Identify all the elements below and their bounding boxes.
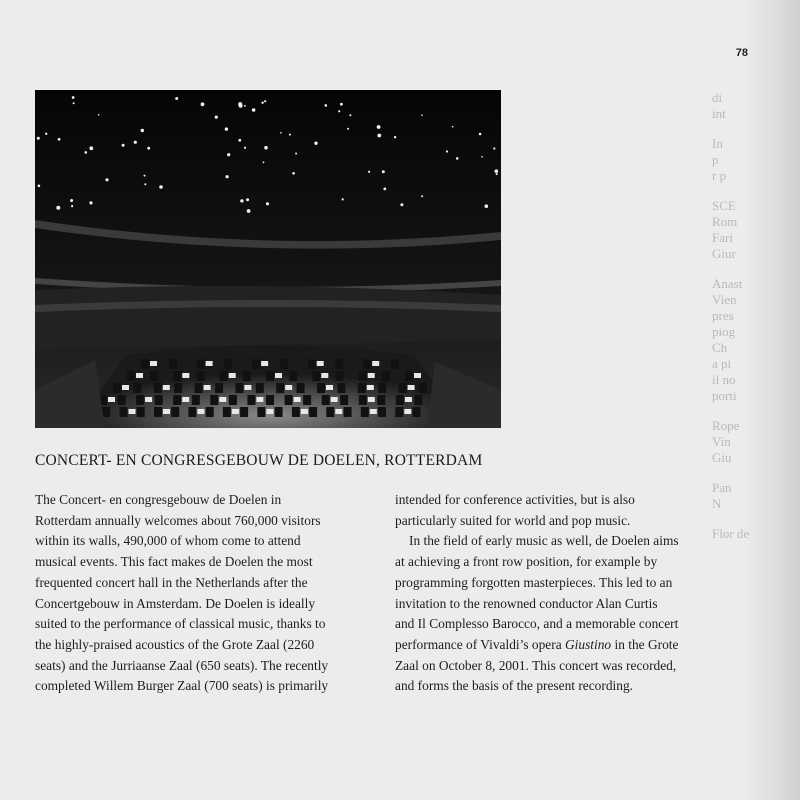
- text-line: invitation to the renowned conductor Alan Curtis: [395, 595, 658, 611]
- ceiling-light: [338, 110, 340, 112]
- ceiling-light: [493, 147, 495, 149]
- ceiling-light: [215, 116, 218, 119]
- bleedthrough-line: SCE: [712, 198, 736, 213]
- music-stand: [372, 361, 379, 366]
- bleedthrough-line: Vien: [712, 292, 737, 307]
- musician: [169, 359, 177, 369]
- music-stand: [244, 385, 251, 390]
- opera-title: Giustino: [564, 636, 612, 652]
- musician: [308, 359, 316, 369]
- ceiling-light: [58, 138, 61, 141]
- ceiling-light: [446, 150, 448, 152]
- ceiling-light: [246, 198, 249, 201]
- paragraph-1: [35, 490, 385, 697]
- music-stand: [331, 397, 338, 402]
- ceiling-light: [266, 202, 269, 205]
- music-stand: [136, 373, 143, 378]
- music-stand: [232, 409, 239, 414]
- musician: [289, 371, 297, 381]
- ceiling-light: [314, 142, 317, 145]
- musician: [192, 395, 200, 405]
- music-stand: [256, 397, 263, 402]
- music-stand: [163, 385, 170, 390]
- music-stand: [182, 397, 189, 402]
- music-stand: [163, 409, 170, 414]
- musician: [257, 407, 265, 417]
- bleedthrough-line: porti: [712, 388, 737, 403]
- music-stand: [206, 361, 213, 366]
- text-line: frequented concert hall in the Netherlands after the: [35, 574, 308, 590]
- music-stand: [182, 373, 189, 378]
- musician: [197, 371, 205, 381]
- musician: [240, 407, 248, 417]
- bleedthrough-line: il no: [712, 372, 736, 387]
- musician: [336, 371, 344, 381]
- musician: [120, 407, 128, 417]
- bleedthrough-line: r p: [712, 168, 727, 183]
- text-line: Concertgebouw in Amsterdam. De Doelen is ideally: [35, 595, 316, 611]
- musician: [154, 407, 162, 417]
- bleedthrough-line: Anast: [712, 276, 743, 291]
- musician: [188, 407, 196, 417]
- facing-page-bleedthrough-text: [712, 90, 782, 542]
- bleedthrough-line: Rom: [712, 214, 738, 229]
- ceiling-light: [400, 203, 403, 206]
- ceiling-light: [289, 134, 291, 136]
- music-stand: [368, 397, 375, 402]
- musician: [292, 407, 300, 417]
- ceiling-light: [144, 175, 146, 177]
- music-stand: [285, 385, 292, 390]
- text-line: and Il Complesso Barocco, and a memorable concert: [395, 616, 679, 632]
- musician: [377, 395, 385, 405]
- musician: [359, 395, 367, 405]
- bleedthrough-line: N: [712, 496, 722, 511]
- ceiling-light: [37, 137, 40, 140]
- page-number: 78: [735, 47, 748, 59]
- ceiling-light: [238, 139, 241, 142]
- musician: [197, 359, 205, 369]
- musician: [297, 383, 305, 393]
- musician: [136, 395, 144, 405]
- ceiling-light: [263, 161, 265, 163]
- musician: [220, 371, 228, 381]
- ceiling-light: [240, 199, 243, 202]
- ceiling-light: [377, 134, 381, 138]
- musician: [266, 371, 274, 381]
- music-stand: [294, 397, 301, 402]
- music-stand: [266, 409, 273, 414]
- music-stand: [367, 385, 374, 390]
- ceiling-light: [201, 102, 205, 106]
- musician: [224, 359, 232, 369]
- ceiling-light: [38, 185, 41, 188]
- ceiling-light: [247, 209, 251, 213]
- musician: [173, 395, 181, 405]
- text-line: [395, 635, 731, 656]
- musician: [413, 407, 421, 417]
- musician: [229, 395, 237, 405]
- text-run: in the Grote: [611, 636, 679, 652]
- musician: [247, 395, 255, 405]
- ceiling-light: [225, 127, 228, 130]
- photo-caption: CONCERT- EN CONGRESGEBOUW DE DOELEN, ROTTERDAM: [35, 452, 483, 469]
- body-text-left-column: [35, 490, 385, 697]
- ceiling-light: [479, 133, 482, 136]
- musician: [235, 383, 243, 393]
- ceiling-light: [252, 108, 256, 112]
- ceiling-light: [238, 102, 242, 106]
- musician: [363, 359, 371, 369]
- ceiling-light: [56, 206, 60, 210]
- music-stand: [317, 361, 324, 366]
- musician: [322, 395, 330, 405]
- musician: [141, 359, 149, 369]
- bleedthrough-line: Flor de: [712, 526, 750, 541]
- ceiling-light: [495, 169, 499, 173]
- bleedthrough-line: Giu: [712, 450, 732, 465]
- ceiling-light: [456, 157, 459, 160]
- musician: [266, 395, 274, 405]
- text-line: musical events. This fact makes de Doelen the most: [35, 554, 313, 570]
- ceiling-light: [244, 105, 246, 107]
- music-stand: [122, 385, 129, 390]
- musician: [171, 407, 179, 417]
- ceiling-light: [147, 147, 150, 150]
- ceiling-light: [481, 156, 483, 158]
- musician: [337, 383, 345, 393]
- text-line: In the field of early music as well, de Doelen aims: [409, 533, 679, 549]
- musician: [399, 383, 407, 393]
- ceiling-light: [144, 183, 146, 185]
- bleedthrough-line: Ch: [712, 340, 728, 355]
- text-line: Zaal on October 8, 2001. This concert was recorded,: [395, 657, 677, 673]
- ceiling-light: [45, 133, 47, 135]
- music-stand: [197, 409, 204, 414]
- musician: [344, 407, 352, 417]
- music-stand: [129, 409, 136, 414]
- music-stand: [219, 397, 226, 402]
- ceiling-light: [159, 185, 163, 189]
- text-line: within its walls, 490,000 of whom come to attend: [35, 533, 301, 549]
- musician: [285, 395, 293, 405]
- musician: [215, 383, 223, 393]
- music-stand: [321, 373, 328, 378]
- bleedthrough-line: di: [712, 90, 723, 105]
- ceiling-light: [342, 198, 344, 200]
- paragraph-2: [395, 531, 731, 697]
- ceiling-light: [261, 102, 263, 104]
- bleedthrough-line: pres: [712, 308, 734, 323]
- bleedthrough-line: int: [712, 106, 726, 121]
- text-line: completed Willem Burger Zaal (700 seats) is primarily: [35, 678, 329, 694]
- musician: [317, 383, 325, 393]
- paragraph-1-continued: [395, 490, 731, 531]
- ceiling-light: [496, 173, 498, 175]
- musician: [405, 371, 413, 381]
- music-stand: [301, 409, 308, 414]
- concert-hall-photo: [35, 90, 501, 428]
- musician: [133, 383, 141, 393]
- ceiling-light: [292, 172, 295, 175]
- concert-hall-photo-drawing: [35, 90, 501, 428]
- musician: [359, 371, 367, 381]
- musician: [210, 395, 218, 405]
- music-stand: [108, 397, 115, 402]
- musician: [173, 371, 181, 381]
- ceiling-light: [98, 114, 100, 116]
- bleedthrough-line: a pi: [712, 356, 732, 371]
- musician: [256, 383, 264, 393]
- musician: [206, 407, 214, 417]
- music-stand: [405, 397, 412, 402]
- musician: [391, 359, 399, 369]
- ceiling-light: [70, 199, 73, 202]
- music-stand: [326, 385, 333, 390]
- musician: [378, 407, 386, 417]
- ceiling-light: [383, 188, 386, 191]
- ceiling-light: [280, 132, 282, 134]
- ceiling-light: [421, 195, 423, 197]
- bleedthrough-line: In: [712, 136, 723, 151]
- musician: [113, 383, 121, 393]
- text-line: the highly-praised acoustics of the Grote Zaal (2260: [35, 636, 315, 652]
- music-stand: [229, 373, 236, 378]
- ceiling-light: [264, 100, 266, 102]
- musician: [102, 407, 110, 417]
- ceiling-light: [141, 129, 144, 132]
- music-stand: [370, 409, 377, 414]
- ceiling-light: [89, 201, 92, 204]
- music-stand: [408, 385, 415, 390]
- ceiling-light: [122, 144, 125, 147]
- ceiling-light: [368, 171, 370, 173]
- musician: [275, 407, 283, 417]
- ceiling-light: [175, 97, 178, 100]
- music-stand: [261, 361, 268, 366]
- ceiling-light: [226, 175, 229, 178]
- musician: [280, 359, 288, 369]
- ceiling-light: [452, 126, 454, 128]
- bleedthrough-line: Giur: [712, 246, 736, 261]
- ceiling-light: [244, 147, 246, 149]
- ceiling-light: [134, 141, 137, 144]
- body-text-right-column: [395, 490, 731, 697]
- musician: [335, 359, 343, 369]
- ceiling-light: [105, 178, 108, 181]
- music-stand: [275, 373, 282, 378]
- musician: [127, 371, 135, 381]
- musician: [252, 359, 260, 369]
- bleedthrough-line: p: [712, 152, 719, 167]
- ceiling-light: [349, 114, 351, 116]
- musician: [118, 395, 126, 405]
- musician: [174, 383, 182, 393]
- musician: [419, 383, 427, 393]
- music-stand: [204, 385, 211, 390]
- musician: [395, 407, 403, 417]
- text-line: seats) and the Jurriaanse Zaal (650 seats). The recently: [35, 657, 329, 673]
- ceiling-light: [264, 146, 268, 150]
- ceiling-light: [382, 170, 385, 173]
- musician: [243, 371, 251, 381]
- ceiling-light: [421, 114, 423, 116]
- text-line: intended for conference activities, but is also: [395, 492, 635, 507]
- ceiling-light: [325, 104, 328, 107]
- musician: [150, 371, 158, 381]
- text-line: and forms the basis of the present recording.: [395, 678, 633, 694]
- text-line: Rotterdam annually welcomes about 760,000 visitors: [35, 512, 321, 528]
- text-line: programming forgotten masterpieces. This led to an: [395, 574, 673, 590]
- ceiling-light: [295, 153, 297, 155]
- text-line: particularly suited for world and pop music.: [395, 512, 631, 528]
- text-run: performance of Vivaldi’s opera: [395, 636, 565, 652]
- musician: [154, 383, 162, 393]
- musician: [358, 383, 366, 393]
- music-stand: [150, 361, 157, 366]
- ceiling-light: [89, 146, 93, 150]
- ceiling-light: [227, 153, 230, 156]
- ceiling-light: [377, 125, 381, 129]
- ceiling-light: [485, 204, 489, 208]
- bleedthrough-line: Pan: [712, 480, 732, 495]
- bleedthrough-line: Vin: [712, 434, 731, 449]
- musician: [137, 407, 145, 417]
- musician: [276, 383, 284, 393]
- text-line: The Concert- en congresgebouw de Doelen in: [35, 492, 282, 507]
- musician: [361, 407, 369, 417]
- bleedthrough-line: Fari: [712, 230, 733, 245]
- musician: [312, 371, 320, 381]
- ceiling-light: [340, 103, 343, 106]
- bleedthrough-line: Rope: [712, 418, 740, 433]
- music-stand: [145, 397, 152, 402]
- musician: [396, 395, 404, 405]
- music-stand: [335, 409, 342, 414]
- music-stand: [404, 409, 411, 414]
- musician: [414, 395, 422, 405]
- music-stand: [414, 373, 421, 378]
- ceiling-light: [73, 102, 75, 104]
- ceiling-light: [85, 151, 88, 154]
- musician: [340, 395, 348, 405]
- bleedthrough-line: piog: [712, 324, 736, 339]
- ceiling-light: [347, 128, 349, 130]
- musician: [195, 383, 203, 393]
- ceiling-light: [71, 205, 73, 207]
- musician: [382, 371, 390, 381]
- musician: [223, 407, 231, 417]
- text-line: suited to the performance of classical music, thanks to: [35, 616, 326, 632]
- musician: [309, 407, 317, 417]
- musician: [155, 395, 163, 405]
- musician: [326, 407, 334, 417]
- text-line: at achieving a front row position, for example by: [395, 554, 658, 570]
- ceiling-light: [72, 96, 75, 99]
- musician: [378, 383, 386, 393]
- musician: [303, 395, 311, 405]
- music-stand: [368, 373, 375, 378]
- ceiling-light: [394, 136, 396, 138]
